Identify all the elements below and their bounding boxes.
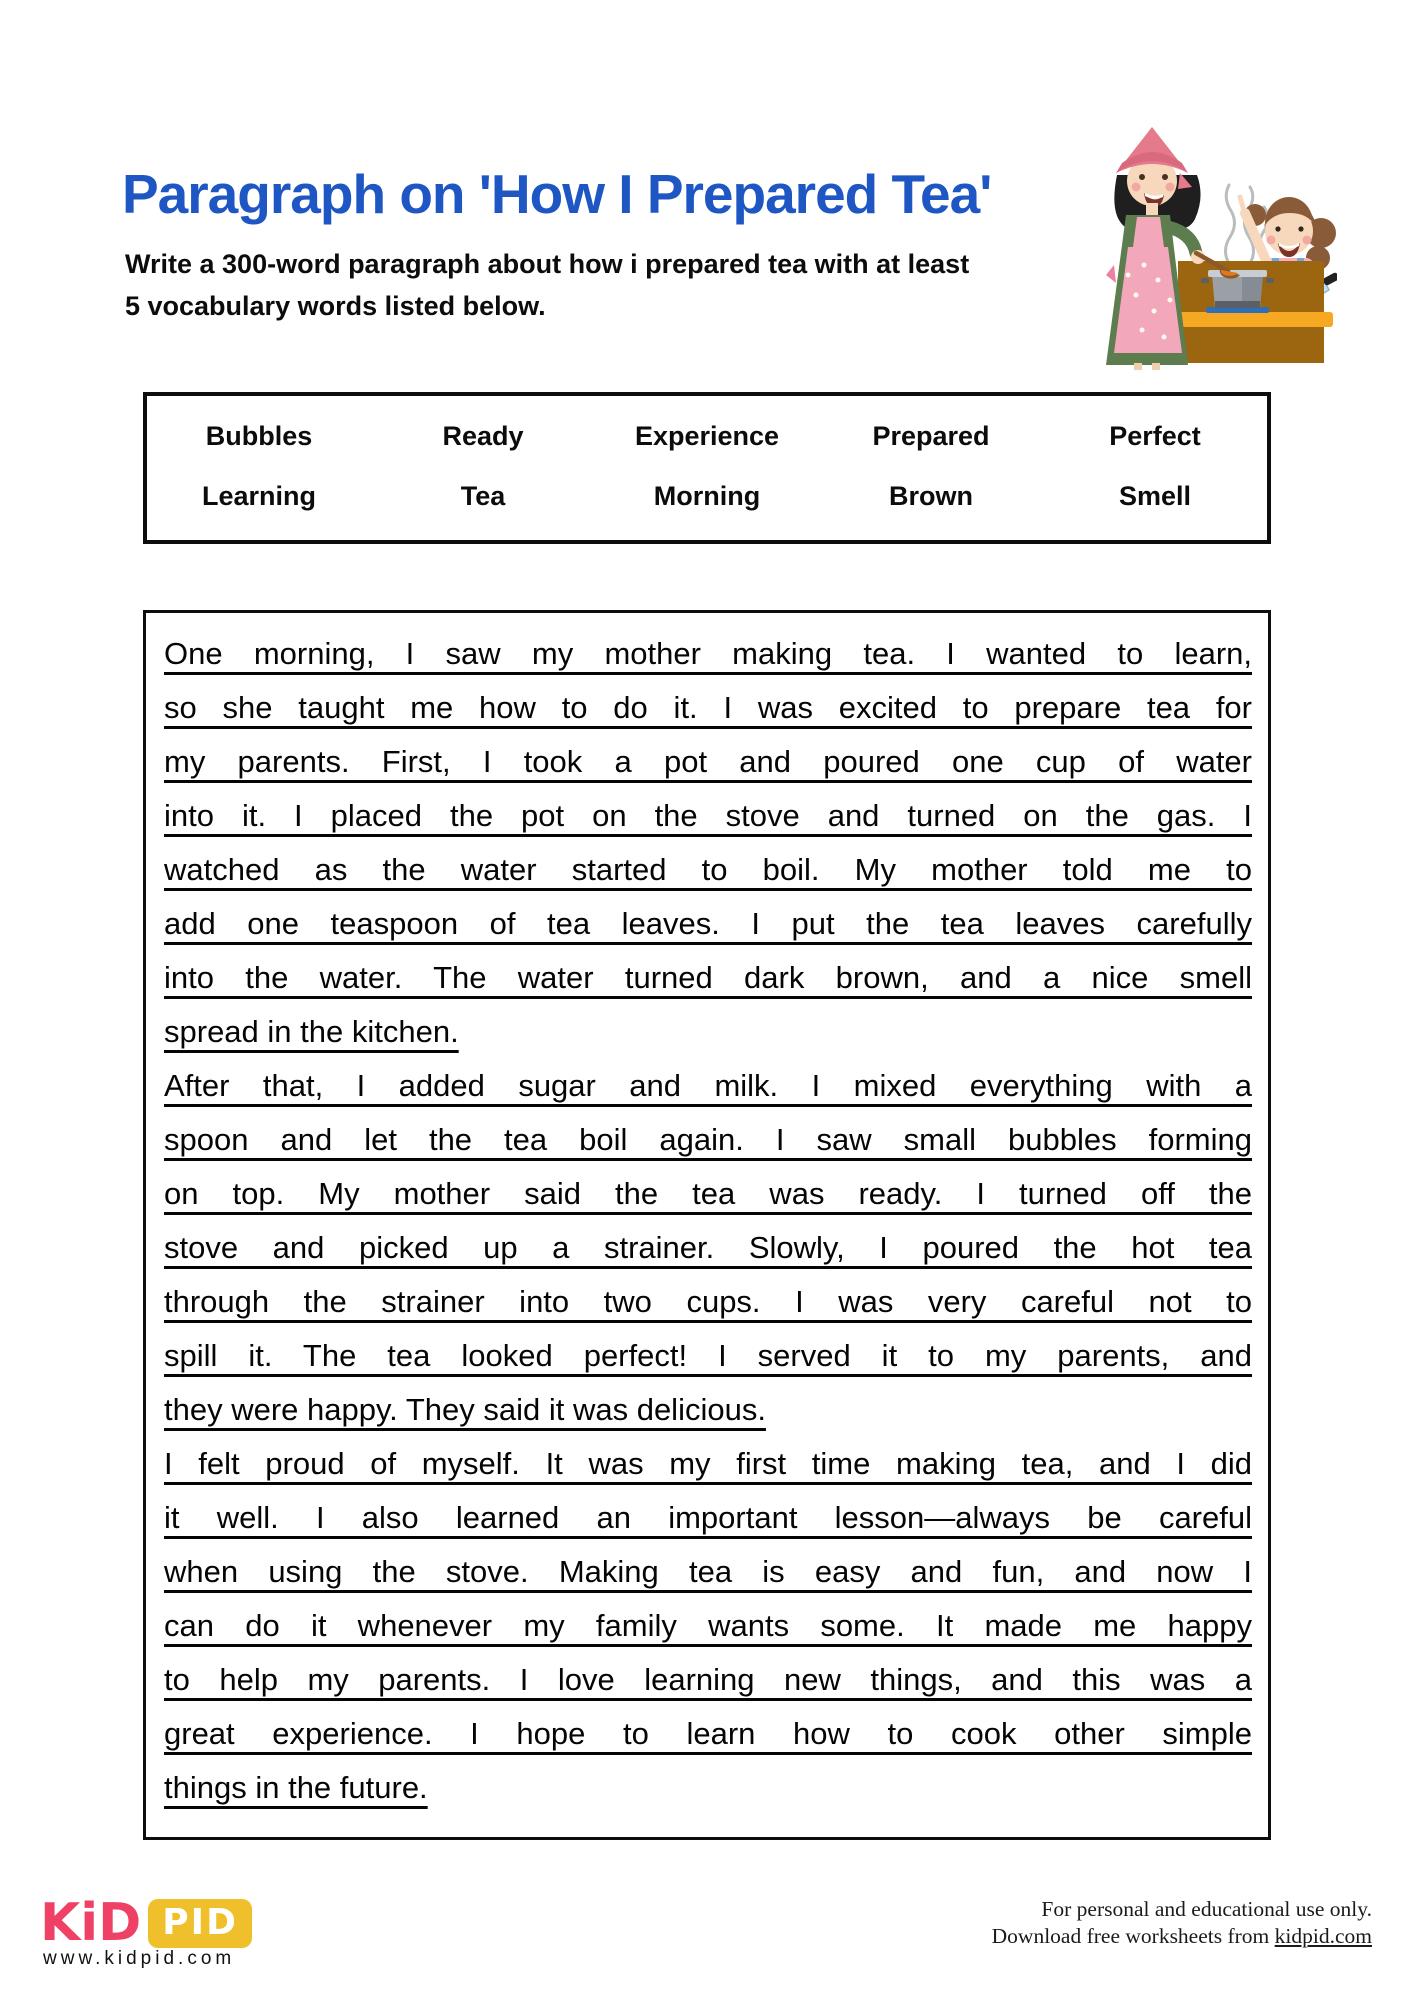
essay-line: so she taught me how to do it. I was excited to prepare tea for bbox=[164, 690, 1252, 725]
essay-line: great experience. I hope to learn how to cook other simple bbox=[164, 1716, 1252, 1751]
essay-paragraph bbox=[164, 1059, 1252, 1437]
essay-line: I felt proud of myself. It was my first time making tea, and I did bbox=[164, 1446, 1252, 1481]
instructions-line-2: 5 vocabulary words listed below. bbox=[125, 291, 546, 321]
essay-line: spoon and let the tea boil again. I saw small bubbles forming bbox=[164, 1122, 1252, 1157]
vocab-word: Tea bbox=[460, 480, 506, 511]
essay-paragraph bbox=[164, 627, 1252, 1059]
logo-kid-text: KiD bbox=[40, 1893, 142, 1953]
kidpid-link[interactable]: kidpid.com bbox=[1274, 1924, 1372, 1948]
essay-line: One morning, I saw my mother making tea. I wanted to learn, bbox=[164, 636, 1252, 671]
kidpid-logo bbox=[40, 1893, 252, 1953]
essay-line: into it. I placed the pot on the stove and turned on the gas. I bbox=[164, 798, 1252, 833]
essay-line: into the water. The water turned dark brown, and a nice smell bbox=[164, 960, 1252, 995]
essay-line: After that, I added sugar and milk. I mixed everything with a bbox=[164, 1068, 1252, 1103]
essay-line: stove and picked up a strainer. Slowly, I poured the hot tea bbox=[164, 1230, 1252, 1265]
essay-line: watched as the water started to boil. My mother told me to bbox=[164, 852, 1252, 887]
vocab-word: Brown bbox=[889, 480, 973, 511]
instructions bbox=[125, 243, 969, 327]
usage-notice-line-1: For personal and educational use only. bbox=[1041, 1897, 1372, 1921]
logo-pid-badge: PID bbox=[148, 1899, 252, 1948]
essay-line: can do it whenever my family wants some. It made me happy bbox=[164, 1608, 1252, 1643]
instructions-line-1: Write a 300-word paragraph about how i prepared tea with at least bbox=[125, 249, 970, 279]
usage-notice-line-2: Download free worksheets from kidpid.com bbox=[991, 1924, 1372, 1948]
mother-child-cooking-illustration bbox=[1092, 115, 1337, 370]
vocab-word: Morning bbox=[653, 480, 761, 511]
vocab-word: Smell bbox=[1118, 480, 1192, 511]
table-top bbox=[1168, 312, 1333, 327]
vocab-word: Learning bbox=[201, 480, 316, 511]
essay-line: it well. I also learned an important lesson—always be careful bbox=[164, 1500, 1252, 1535]
essay-box bbox=[143, 610, 1271, 1840]
essay-line: add one teaspoon of tea leaves. I put the tea leaves carefully bbox=[164, 906, 1252, 941]
essay-line: when using the stove. Making tea is easy and fun, and now I bbox=[164, 1554, 1252, 1589]
vocab-word: Prepared bbox=[872, 420, 990, 451]
essay-line: my parents. First, I took a pot and poured one cup of water bbox=[164, 744, 1252, 779]
usage-notice bbox=[992, 1896, 1372, 1950]
essay-line: through the strainer into two cups. I was very careful not to bbox=[164, 1284, 1252, 1319]
vocab-word: Bubbles bbox=[205, 420, 313, 451]
vocab-word: Perfect bbox=[1109, 420, 1201, 451]
essay-paragraph bbox=[164, 1437, 1252, 1815]
vocabulary-box bbox=[143, 392, 1271, 544]
essay-line: things in the future. bbox=[164, 1770, 428, 1805]
essay-line: on top. My mother said the tea was ready. I turned off the bbox=[164, 1176, 1252, 1211]
essay-line: spread in the kitchen. bbox=[164, 1014, 459, 1049]
vocab-word: Ready bbox=[442, 420, 524, 451]
essay-line: to help my parents. I love learning new things, and this was a bbox=[164, 1662, 1252, 1697]
page-title: Paragraph on 'How I Prepared Tea' bbox=[122, 163, 992, 225]
website-url: www.kidpid.com bbox=[43, 1948, 236, 1969]
vocab-word: Experience bbox=[634, 420, 780, 451]
essay-line: they were happy. They said it was delicious. bbox=[164, 1392, 766, 1427]
essay-line: spill it. The tea looked perfect! I served it to my parents, and bbox=[164, 1338, 1252, 1373]
